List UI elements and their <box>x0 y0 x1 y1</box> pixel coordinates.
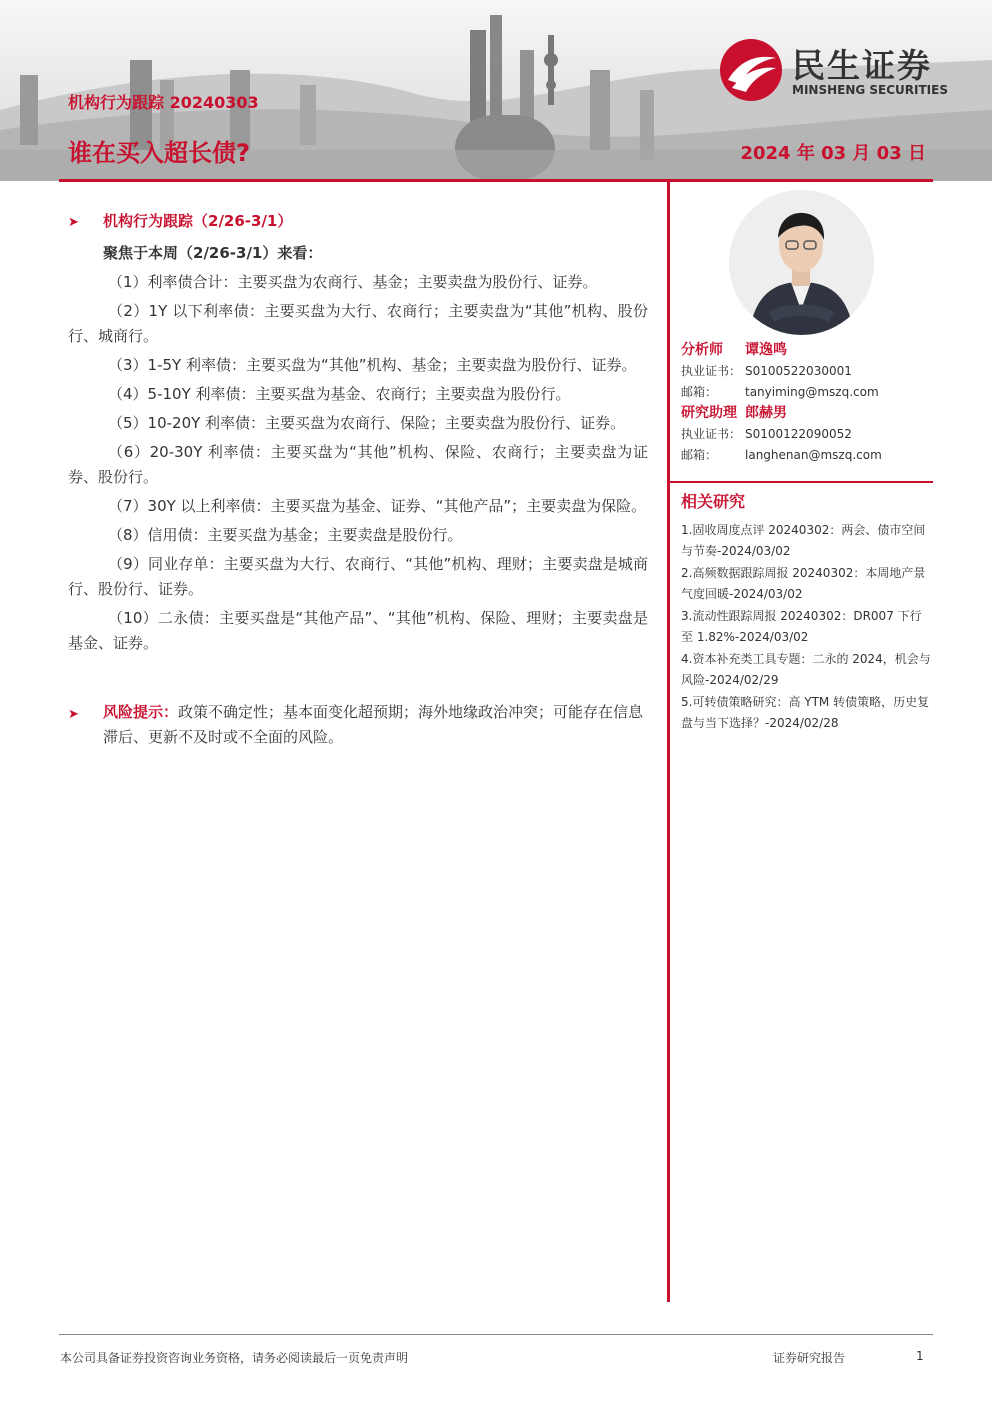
assistant-role: 研究助理 <box>681 405 737 421</box>
license-label: 执业证书： <box>681 364 742 378</box>
footer-doc-type: 证券研究报告 <box>773 1351 846 1365</box>
risk-warning <box>68 700 648 750</box>
minsheng-emblem-icon <box>718 38 784 102</box>
analyst-license-row <box>681 361 931 382</box>
finding-item: （10）二永债：主要买盘是“其他产品”、“其他”机构、保险、理财；主要卖盘是基金、证券。 <box>68 609 648 652</box>
assistant-name: 郎赫男 <box>745 405 787 421</box>
focus-line: 聚焦于本周（2/26-3/1）来看： <box>103 244 323 262</box>
main-content <box>68 208 648 750</box>
finding-item: （2）1Y 以下利率债：主要买盘为大行、农商行；主要卖盘为“其他”机构、股份行、城商行。 <box>68 302 648 345</box>
column-divider <box>667 181 670 1302</box>
finding-item: （1）利率债合计：主要买盘为农商行、基金；主要卖盘为股份行、证券。 <box>108 273 598 291</box>
related-item[interactable]: 1.固收周度点评 20240302：两会、债市空间与节奏-2024/03/02 <box>681 523 926 558</box>
sidebar-divider <box>670 481 933 483</box>
finding-item: （4）5-10Y 利率债：主要买盘为基金、农商行；主要卖盘为股份行。 <box>108 385 571 403</box>
header-banner <box>0 0 992 181</box>
finding-item: （5）10-20Y 利率债：主要买盘为农商行、保险；主要卖盘为股份行、证券。 <box>108 414 626 432</box>
email-label: 邮箱： <box>681 385 718 399</box>
finding-item: （6）20-30Y 利率债：主要买盘为“其他”机构、保险、农商行；主要卖盘为证券、股份行。 <box>68 443 648 486</box>
footer-divider <box>59 1334 933 1335</box>
assistant-license: S0100122090052 <box>745 427 852 441</box>
assistant-email-row <box>681 445 931 466</box>
analyst-row <box>681 340 931 361</box>
risk-text: 政策不确定性；基本面变化超预期；海外地缘政治冲突；可能存在信息滞后、更新不及时或不全面的风险。 <box>103 703 644 746</box>
section-title: 机构行为跟踪（2/26-3/1） <box>103 212 293 230</box>
logo-chinese: 民生证券 <box>792 46 932 85</box>
related-title: 相关研究 <box>681 492 746 511</box>
report-title: 谁在买入超长债? <box>68 139 250 167</box>
page-number: 1 <box>916 1349 924 1363</box>
risk-label: 风险提示： <box>103 703 179 721</box>
email-label: 邮箱： <box>681 448 718 462</box>
analyst-info <box>681 340 931 466</box>
finding-item: （8）信用债：主要买盘为基金；主要卖盘是股份行。 <box>108 526 463 544</box>
assistant-license-row <box>681 424 931 445</box>
related-item[interactable]: 2.高频数据跟踪周报 20240302：本周地产景气度回暖-2024/03/02 <box>681 566 926 601</box>
related-research <box>681 489 931 735</box>
related-item[interactable]: 4.资本补充类工具专题：二永的 2024，机会与风险-2024/02/29 <box>681 652 931 687</box>
related-item[interactable]: 3.流动性跟踪周报 20240302：DR007 下行至 1.82%-2024/03/02 <box>681 609 922 644</box>
analyst-email-row <box>681 382 931 403</box>
company-logo <box>718 38 968 102</box>
finding-item: （9）同业存单：主要买盘为大行、农商行、“其他”机构、理财；主要卖盘是城商行、股份行、证券。 <box>68 555 648 598</box>
analyst-email[interactable]: tanyiming@mszq.com <box>745 385 879 399</box>
analyst-license: S0100522030001 <box>745 364 852 378</box>
license-label: 执业证书： <box>681 427 742 441</box>
report-date: 2024 年 03 月 03 日 <box>740 143 926 164</box>
assistant-email[interactable]: langhenan@mszq.com <box>745 448 882 462</box>
header-divider <box>59 179 933 182</box>
related-item[interactable]: 5.可转债策略研究：高 YTM 转债策略，历史复盘与当下选择？-2024/02/28 <box>681 695 930 730</box>
section-heading <box>68 208 648 234</box>
analyst-name: 谭逸鸣 <box>745 342 787 358</box>
report-series: 机构行为跟踪 20240303 <box>68 93 259 112</box>
analyst-portrait-image <box>729 190 874 335</box>
finding-item: （3）1-5Y 利率债：主要买盘为“其他”机构、基金；主要卖盘为股份行、证券。 <box>108 356 637 374</box>
assistant-row <box>681 403 931 424</box>
arrow-bullet-icon: ➤ <box>68 707 79 722</box>
footer-disclaimer: 本公司具备证券投资咨询业务资格，请务必阅读最后一页免责声明 <box>60 1351 409 1365</box>
analyst-role: 分析师 <box>681 342 723 358</box>
analyst-photo <box>729 190 874 335</box>
arrow-bullet-icon: ➤ <box>68 215 79 230</box>
finding-item: （7）30Y 以上利率债：主要买盘为基金、证券、“其他产品”；主要卖盘为保险。 <box>108 497 647 515</box>
logo-english: MINSHENG SECURITIES <box>792 83 948 97</box>
